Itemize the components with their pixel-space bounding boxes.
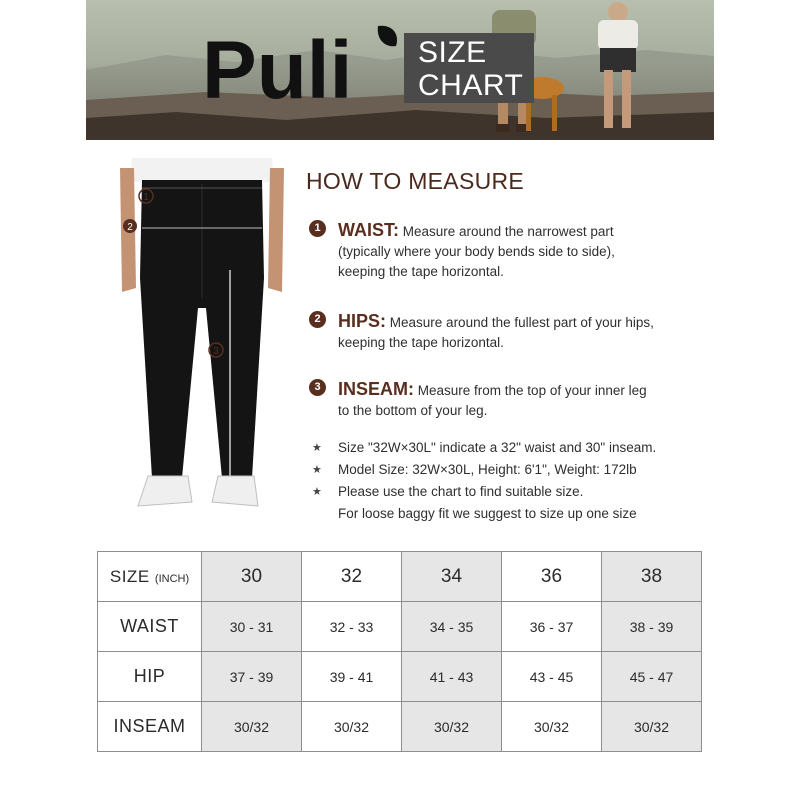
table-cell: 43 - 45 (502, 652, 602, 702)
table-header-cell: SIZE (INCH) (98, 552, 202, 602)
note-item: ★ Model Size: 32W×30L, Height: 6'1", Weight: 172lb (312, 460, 732, 482)
size-cell: 30 (202, 552, 302, 602)
marker-2 (123, 219, 137, 233)
how-to-measure-title: HOW TO MEASURE (306, 168, 525, 194)
step-description: INSEAM: Measure from the top of your inner leg to the bottom of your leg. (338, 379, 647, 418)
leaf-icon (378, 26, 397, 47)
table-cell: 39 - 41 (302, 652, 402, 702)
star-icon: ★ (312, 464, 322, 476)
table-cell: 30/32 (502, 702, 602, 752)
svg-text:1: 1 (143, 192, 149, 203)
header-banner (86, 0, 714, 140)
row-label: WAIST (98, 602, 202, 652)
size-cell: 36 (502, 552, 602, 602)
table-row-hip (98, 652, 702, 702)
table-header-row (98, 552, 702, 602)
note-item: ★ Size "32W×30L" indicate a 32" waist and 30" inseam. (312, 438, 732, 460)
table-cell: 41 - 43 (402, 652, 502, 702)
step-number-badge: 3 (309, 379, 326, 396)
table-cell: 32 - 33 (302, 602, 402, 652)
size-cell: 34 (402, 552, 502, 602)
table-cell: 30/32 (202, 702, 302, 752)
size-chart-line2: CHART (418, 69, 524, 102)
table-row-waist (98, 602, 702, 652)
size-chart-line1: SIZE (418, 36, 487, 69)
right-shoe (212, 476, 258, 506)
svg-text:2: 2 (127, 222, 133, 233)
size-cell: 32 (302, 552, 402, 602)
table-cell: 38 - 39 (602, 602, 702, 652)
table-cell: 45 - 47 (602, 652, 702, 702)
row-label: HIP (98, 652, 202, 702)
table-cell: 34 - 35 (402, 602, 502, 652)
fit-notes (312, 438, 732, 526)
right-arm (268, 168, 284, 292)
step-number-badge: 1 (309, 220, 326, 237)
step-heading: WAIST: (338, 220, 399, 240)
left-shoe (138, 476, 192, 506)
table-cell: 30 - 31 (202, 602, 302, 652)
svg-text:3: 3 (213, 346, 219, 357)
step-description: HIPS: Measure around the fullest part of your hips, keeping the tape horizontal. (338, 311, 654, 350)
table-cell: 30/32 (302, 702, 402, 752)
size-chart-label (404, 33, 534, 103)
table-cell: 36 - 37 (502, 602, 602, 652)
size-table (97, 551, 702, 752)
step-number-badge: 2 (309, 311, 326, 328)
step-description: WAIST: Measure around the narrowest part (typically where your body bends side to side), keeping the tape horizontal. (338, 220, 615, 279)
step-heading: INSEAM: (338, 379, 414, 399)
brand-text: Puli (202, 25, 353, 116)
model-figure (112, 158, 292, 518)
table-row-inseam (98, 702, 702, 752)
note-item: ★ Please use the chart to find suitable size. (312, 482, 732, 504)
table-cell: 37 - 39 (202, 652, 302, 702)
star-icon: ★ (312, 486, 322, 498)
step-heading: HIPS: (338, 311, 387, 331)
star-icon: ★ (312, 442, 322, 454)
brand-logo (202, 20, 402, 116)
table-cell: 30/32 (402, 702, 502, 752)
note-item: For loose baggy fit we suggest to size up one size (338, 506, 637, 521)
row-label: INSEAM (98, 702, 202, 752)
size-cell: 38 (602, 552, 702, 602)
table-cell: 30/32 (602, 702, 702, 752)
